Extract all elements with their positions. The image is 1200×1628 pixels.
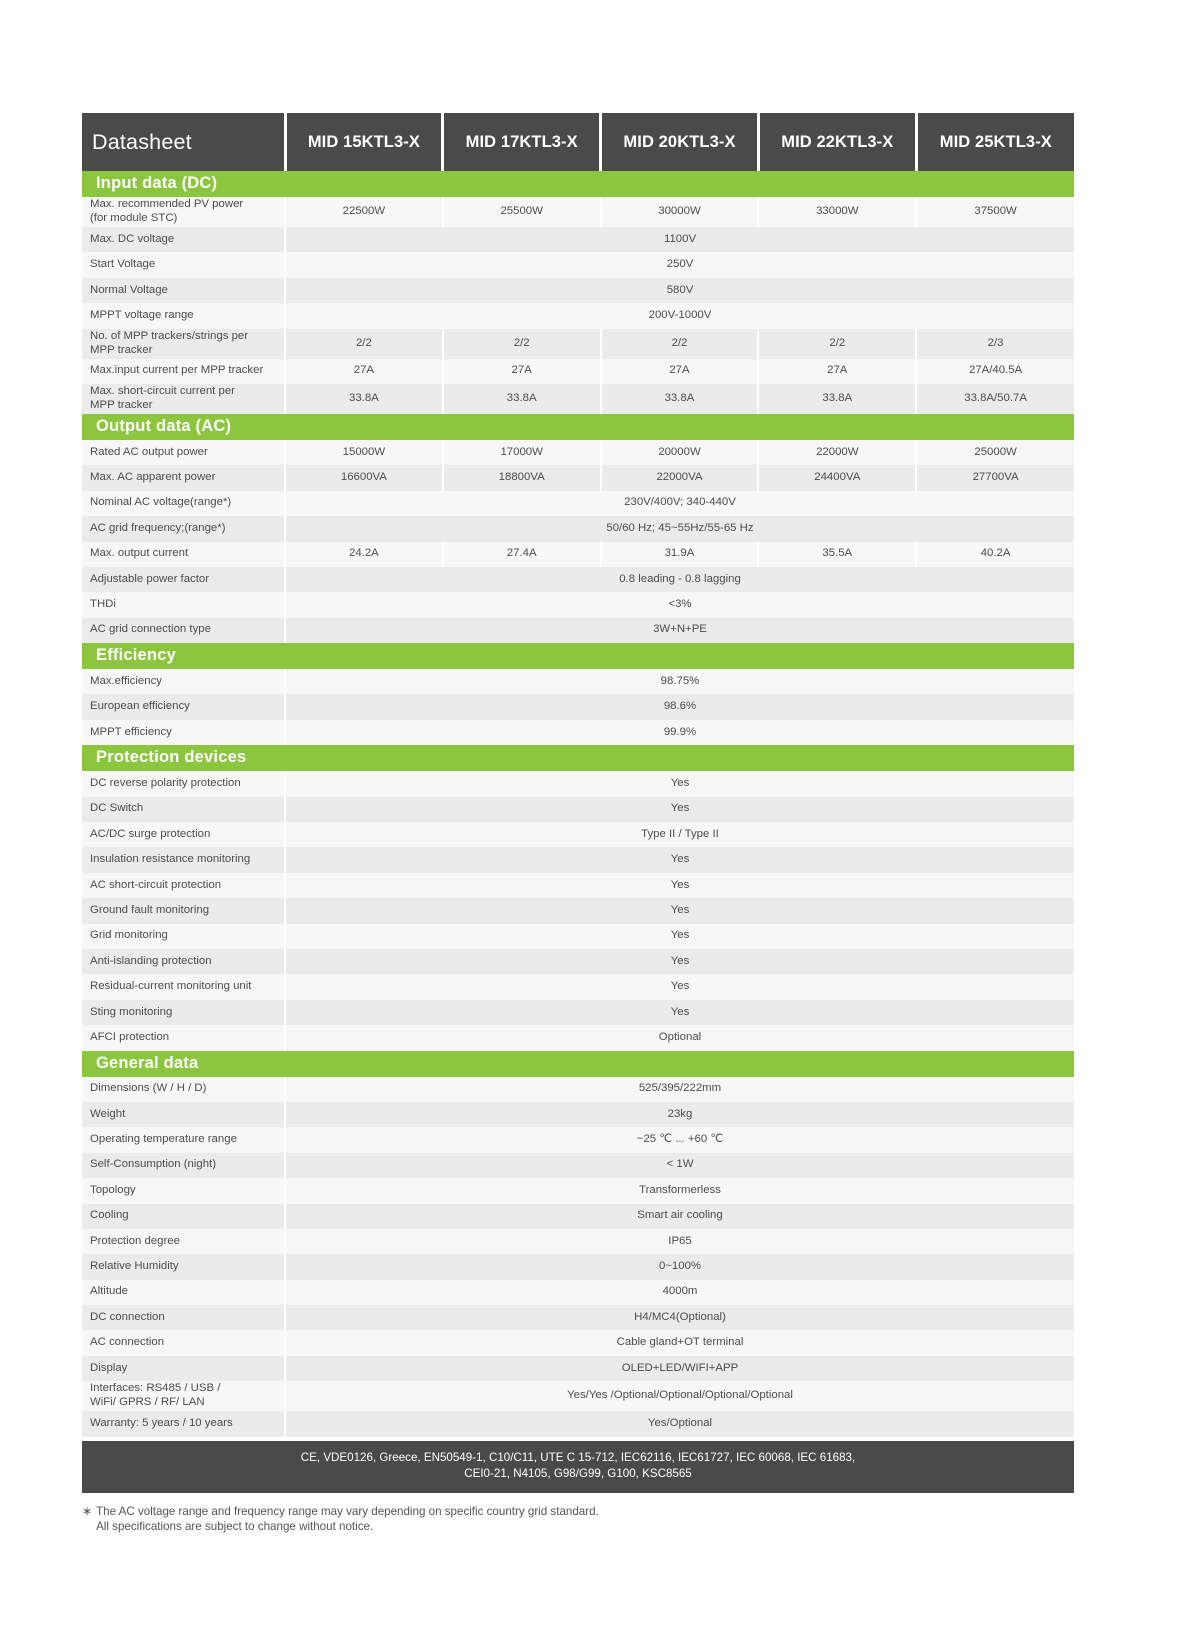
row-label-line-1: DC reverse polarity protection — [90, 776, 241, 789]
table-row — [82, 252, 1074, 277]
row-label — [82, 873, 285, 898]
row-label-line-1: Operating temperature range — [90, 1133, 237, 1146]
row-label-line-1: Max.input current per MPP tracker — [90, 364, 264, 377]
table-row — [82, 384, 1074, 414]
row-label — [82, 542, 285, 567]
table-row — [82, 1280, 1074, 1305]
certification-line-2: CEI0-21, N4105, G98/G99, G100, KSC8565 — [464, 1467, 692, 1481]
row-value-merged: 23kg — [285, 1102, 1074, 1127]
row-label-line-1: Anti-islanding protection — [90, 954, 212, 967]
row-label-line-1: Rated AC output power — [90, 445, 208, 458]
table-row — [82, 1330, 1074, 1355]
table-row — [82, 329, 1074, 359]
row-label — [82, 384, 285, 414]
row-label-line-1: Max.efficiency — [90, 674, 162, 687]
row-value-model-4: 24400VA — [758, 465, 916, 490]
row-label-line-2: WiFi/ GPRS / RF/ LAN — [90, 1396, 205, 1409]
row-label-line-1: Cooling — [90, 1209, 129, 1222]
table-row — [82, 197, 1074, 227]
row-value-model-3: 22000VA — [601, 465, 759, 490]
row-value-model-5: 27700VA — [916, 465, 1074, 490]
row-value-model-2: 27.4A — [443, 542, 601, 567]
table-row — [82, 592, 1074, 617]
row-value-model-4: 22000W — [758, 440, 916, 465]
table-body — [82, 113, 1074, 1437]
table-row — [82, 567, 1074, 592]
row-value-model-3: 31.9A — [601, 542, 759, 567]
row-value-merged: Yes/Yes /Optional/Optional/Optional/Optional — [285, 1381, 1074, 1411]
row-value-merged: < 1W — [285, 1153, 1074, 1178]
row-label — [82, 440, 285, 465]
row-label — [82, 720, 285, 745]
column-header-model-1: MID 15KTL3-X — [285, 113, 443, 171]
row-label-line-1: AFCI protection — [90, 1030, 170, 1043]
row-value-model-4: 27A — [758, 359, 916, 384]
row-label — [82, 694, 285, 719]
row-value-model-1: 33.8A — [285, 384, 443, 414]
table-row — [82, 898, 1074, 923]
section-band-protection — [82, 745, 1074, 771]
table-row — [82, 694, 1074, 719]
row-label — [82, 974, 285, 999]
row-label-line-1: Weight — [90, 1107, 126, 1120]
row-value-model-2: 18800VA — [443, 465, 601, 490]
row-label-line-1: Topology — [90, 1183, 136, 1196]
row-label — [82, 329, 285, 359]
datasheet-title: Datasheet — [82, 113, 285, 171]
footnote-line-1: The AC voltage range and frequency range may vary depending on specific country grid standard. — [96, 1504, 599, 1518]
section-band-output-ac — [82, 414, 1074, 440]
table-row — [82, 227, 1074, 252]
row-label-line-1: Max. DC voltage — [90, 232, 175, 245]
row-value-merged: Cable gland+OT terminal — [285, 1330, 1074, 1355]
row-label — [82, 465, 285, 490]
table-row — [82, 1178, 1074, 1203]
row-label-line-1: Relative Humidity — [90, 1260, 179, 1273]
row-label — [82, 1254, 285, 1279]
row-label — [82, 1356, 285, 1381]
row-label-line-1: Start Voltage — [90, 258, 156, 271]
row-value-merged: 580V — [285, 278, 1074, 303]
footnote — [82, 1504, 1074, 1535]
row-label-line-1: Altitude — [90, 1285, 128, 1298]
table-row — [82, 359, 1074, 384]
row-label — [82, 1102, 285, 1127]
table-row — [82, 974, 1074, 999]
row-label-line-1: Max. output current — [90, 547, 189, 560]
section-band-general — [82, 1051, 1074, 1077]
table-row — [82, 1381, 1074, 1411]
row-label-line-1: AC grid frequency;(range*) — [90, 521, 226, 534]
row-label-line-1: MPPT efficiency — [90, 725, 172, 738]
row-label — [82, 1153, 285, 1178]
row-label-line-1: Grid monitoring — [90, 929, 168, 942]
row-value-model-3: 30000W — [601, 197, 759, 227]
row-label-line-1: Dimensions (W / H / D) — [90, 1082, 207, 1095]
column-header-model-3: MID 20KTL3-X — [601, 113, 759, 171]
row-value-merged: Yes — [285, 1000, 1074, 1025]
table-row — [82, 1411, 1074, 1436]
table-row — [82, 924, 1074, 949]
row-value-merged: 3W+N+PE — [285, 618, 1074, 643]
row-label — [82, 303, 285, 328]
row-label — [82, 1077, 285, 1102]
row-label — [82, 491, 285, 516]
row-value-merged: Type II / Type II — [285, 822, 1074, 847]
row-value-merged: Yes — [285, 949, 1074, 974]
row-value-model-1: 16600VA — [285, 465, 443, 490]
row-label-line-1: AC/DC surge protection — [90, 827, 211, 840]
row-value-merged: OLED+LED/WIFI+APP — [285, 1356, 1074, 1381]
table-row — [82, 491, 1074, 516]
row-label — [82, 1204, 285, 1229]
row-label-line-1: Adjustable power factor — [90, 572, 210, 585]
table-row — [82, 771, 1074, 796]
row-label-line-1: AC short-circuit protection — [90, 878, 222, 891]
row-label-line-1: Max. recommended PV power — [90, 198, 244, 211]
row-label — [82, 618, 285, 643]
row-value-merged: 4000m — [285, 1280, 1074, 1305]
row-value-model-5: 2/3 — [916, 329, 1074, 359]
row-label-line-2: MPP tracker — [90, 398, 153, 411]
table-row — [82, 1000, 1074, 1025]
table-row — [82, 797, 1074, 822]
row-label-line-1: Sting monitoring — [90, 1005, 173, 1018]
row-value-merged: 50/60 Hz; 45~55Hz/55-65 Hz — [285, 516, 1074, 541]
table-row — [82, 465, 1074, 490]
row-value-merged: H4/MC4(Optional) — [285, 1305, 1074, 1330]
row-value-merged: Yes — [285, 847, 1074, 872]
row-value-model-1: 27A — [285, 359, 443, 384]
row-label — [82, 1280, 285, 1305]
row-value-merged: Yes/Optional — [285, 1411, 1074, 1436]
row-value-merged: 98.75% — [285, 669, 1074, 694]
row-label — [82, 1025, 285, 1050]
row-value-model-5: 40.2A — [916, 542, 1074, 567]
row-value-merged: Yes — [285, 873, 1074, 898]
table-row — [82, 669, 1074, 694]
row-label — [82, 847, 285, 872]
row-value-model-2: 17000W — [443, 440, 601, 465]
row-label — [82, 797, 285, 822]
row-value-merged: IP65 — [285, 1229, 1074, 1254]
specifications-table — [82, 113, 1074, 1437]
row-label — [82, 822, 285, 847]
column-header-model-2: MID 17KTL3-X — [443, 113, 601, 171]
row-value-merged: 525/395/222mm — [285, 1077, 1074, 1102]
row-value-merged: 230V/400V; 340-440V — [285, 491, 1074, 516]
row-value-model-5: 33.8A/50.7A — [916, 384, 1074, 414]
row-value-merged: 99.9% — [285, 720, 1074, 745]
row-label-line-1: Max. short-circuit current per — [90, 385, 235, 398]
row-label — [82, 1411, 285, 1436]
row-value-merged: 0~100% — [285, 1254, 1074, 1279]
row-label-line-1: No. of MPP trackers/strings per — [90, 329, 249, 342]
row-label-line-1: Warranty: 5 years / 10 years — [90, 1416, 233, 1429]
row-label — [82, 1229, 285, 1254]
table-row — [82, 1153, 1074, 1178]
footnote-line-2: All specifications are subject to change without notice. — [96, 1520, 374, 1534]
row-label-line-1: Insulation resistance monitoring — [90, 853, 251, 866]
section-title: General data — [82, 1051, 1074, 1077]
row-label-line-1: Ground fault monitoring — [90, 903, 210, 916]
row-label-line-1: AC grid connection type — [90, 623, 211, 636]
row-label — [82, 949, 285, 974]
row-label — [82, 1178, 285, 1203]
row-label-line-1: Residual-current monitoring unit — [90, 980, 252, 993]
row-value-model-5: 25000W — [916, 440, 1074, 465]
column-header-model-4: MID 22KTL3-X — [758, 113, 916, 171]
footnote-asterisk: ∗ — [82, 1503, 93, 1518]
row-value-merged: Yes — [285, 771, 1074, 796]
row-value-merged: Yes — [285, 974, 1074, 999]
row-value-merged: Smart air cooling — [285, 1204, 1074, 1229]
row-label — [82, 359, 285, 384]
row-label — [82, 1330, 285, 1355]
row-label-line-2: MPP tracker — [90, 343, 153, 356]
table-row — [82, 1204, 1074, 1229]
row-label-line-1: MPPT voltage range — [90, 308, 194, 321]
table-row — [82, 516, 1074, 541]
row-value-model-3: 27A — [601, 359, 759, 384]
section-band-efficiency — [82, 643, 1074, 669]
row-label — [82, 669, 285, 694]
row-value-model-2: 27A — [443, 359, 601, 384]
table-row — [82, 1102, 1074, 1127]
table-row — [82, 440, 1074, 465]
row-label-line-1: AC connection — [90, 1336, 165, 1349]
row-value-merged: −25 ℃ ... +60 ℃ — [285, 1127, 1074, 1152]
table-row — [82, 1254, 1074, 1279]
row-value-model-4: 33.8A — [758, 384, 916, 414]
row-label — [82, 1381, 285, 1411]
table-row — [82, 618, 1074, 643]
row-label — [82, 1305, 285, 1330]
row-label — [82, 592, 285, 617]
row-label-line-1: DC connection — [90, 1310, 165, 1323]
table-row — [82, 1025, 1074, 1050]
row-value-merged: Yes — [285, 797, 1074, 822]
row-label — [82, 252, 285, 277]
row-label — [82, 1127, 285, 1152]
row-label-line-1: Display — [90, 1361, 128, 1374]
row-label — [82, 567, 285, 592]
table-row — [82, 1077, 1074, 1102]
row-label — [82, 898, 285, 923]
row-label — [82, 924, 285, 949]
table-header-row — [82, 113, 1074, 171]
row-value-model-2: 25500W — [443, 197, 601, 227]
row-label — [82, 197, 285, 227]
section-title: Input data (DC) — [82, 171, 1074, 197]
row-value-merged: <3% — [285, 592, 1074, 617]
row-value-model-5: 37500W — [916, 197, 1074, 227]
table-row — [82, 720, 1074, 745]
table-row — [82, 847, 1074, 872]
row-label-line-1: European efficiency — [90, 700, 190, 713]
row-value-model-1: 24.2A — [285, 542, 443, 567]
table-row — [82, 949, 1074, 974]
table-row — [82, 1127, 1074, 1152]
table-row — [82, 542, 1074, 567]
section-title: Output data (AC) — [82, 414, 1074, 440]
row-label-line-1: Max. AC apparent power — [90, 471, 216, 484]
row-value-model-4: 35.5A — [758, 542, 916, 567]
table-row — [82, 1229, 1074, 1254]
row-value-model-5: 27A/40.5A — [916, 359, 1074, 384]
row-value-merged: Yes — [285, 898, 1074, 923]
row-label-line-1: Protection degree — [90, 1234, 180, 1247]
row-label — [82, 516, 285, 541]
table-row — [82, 1305, 1074, 1330]
row-value-model-1: 2/2 — [285, 329, 443, 359]
section-title: Protection devices — [82, 745, 1074, 771]
row-value-model-2: 2/2 — [443, 329, 601, 359]
table-row — [82, 303, 1074, 328]
row-label-line-1: THDi — [90, 598, 116, 611]
row-label — [82, 278, 285, 303]
row-label-line-2: (for module STC) — [90, 212, 178, 224]
table-row — [82, 278, 1074, 303]
row-value-model-4: 33000W — [758, 197, 916, 227]
row-value-merged: Yes — [285, 924, 1074, 949]
row-value-model-3: 20000W — [601, 440, 759, 465]
row-label — [82, 227, 285, 252]
row-value-model-4: 2/2 — [758, 329, 916, 359]
row-label — [82, 1000, 285, 1025]
row-value-model-3: 33.8A — [601, 384, 759, 414]
certification-line-1: CE, VDE0126, Greece, EN50549-1, C10/C11, UTE C 15-712, IEC62116, IEC61727, IEC 60068, IEC 61683, — [300, 1450, 856, 1464]
row-value-model-1: 15000W — [285, 440, 443, 465]
column-header-model-5: MID 25KTL3-X — [916, 113, 1074, 171]
row-label-line-1: Normal Voltage — [90, 283, 168, 296]
section-title: Efficiency — [82, 643, 1074, 669]
row-value-merged: 98.6% — [285, 694, 1074, 719]
row-value-merged: Optional — [285, 1025, 1074, 1050]
table-row — [82, 1356, 1074, 1381]
row-value-merged: 0.8 leading - 0.8 lagging — [285, 567, 1074, 592]
row-label-line-1: Nominal AC voltage(range*) — [90, 496, 232, 509]
row-label-line-1: Self-Consumption (night) — [90, 1158, 216, 1171]
row-value-merged: 200V-1000V — [285, 303, 1074, 328]
table-row — [82, 873, 1074, 898]
row-value-model-3: 2/2 — [601, 329, 759, 359]
certification-bar — [82, 1441, 1074, 1493]
row-value-model-1: 22500W — [285, 197, 443, 227]
row-value-model-2: 33.8A — [443, 384, 601, 414]
row-value-merged: 250V — [285, 252, 1074, 277]
row-label — [82, 771, 285, 796]
row-label-line-1: DC Switch — [90, 802, 144, 815]
table-row — [82, 822, 1074, 847]
row-value-merged: 1100V — [285, 227, 1074, 252]
row-label-line-1: Interfaces: RS485 / USB / — [90, 1382, 221, 1395]
row-value-merged: Transformerless — [285, 1178, 1074, 1203]
section-band-input-dc — [82, 171, 1074, 197]
